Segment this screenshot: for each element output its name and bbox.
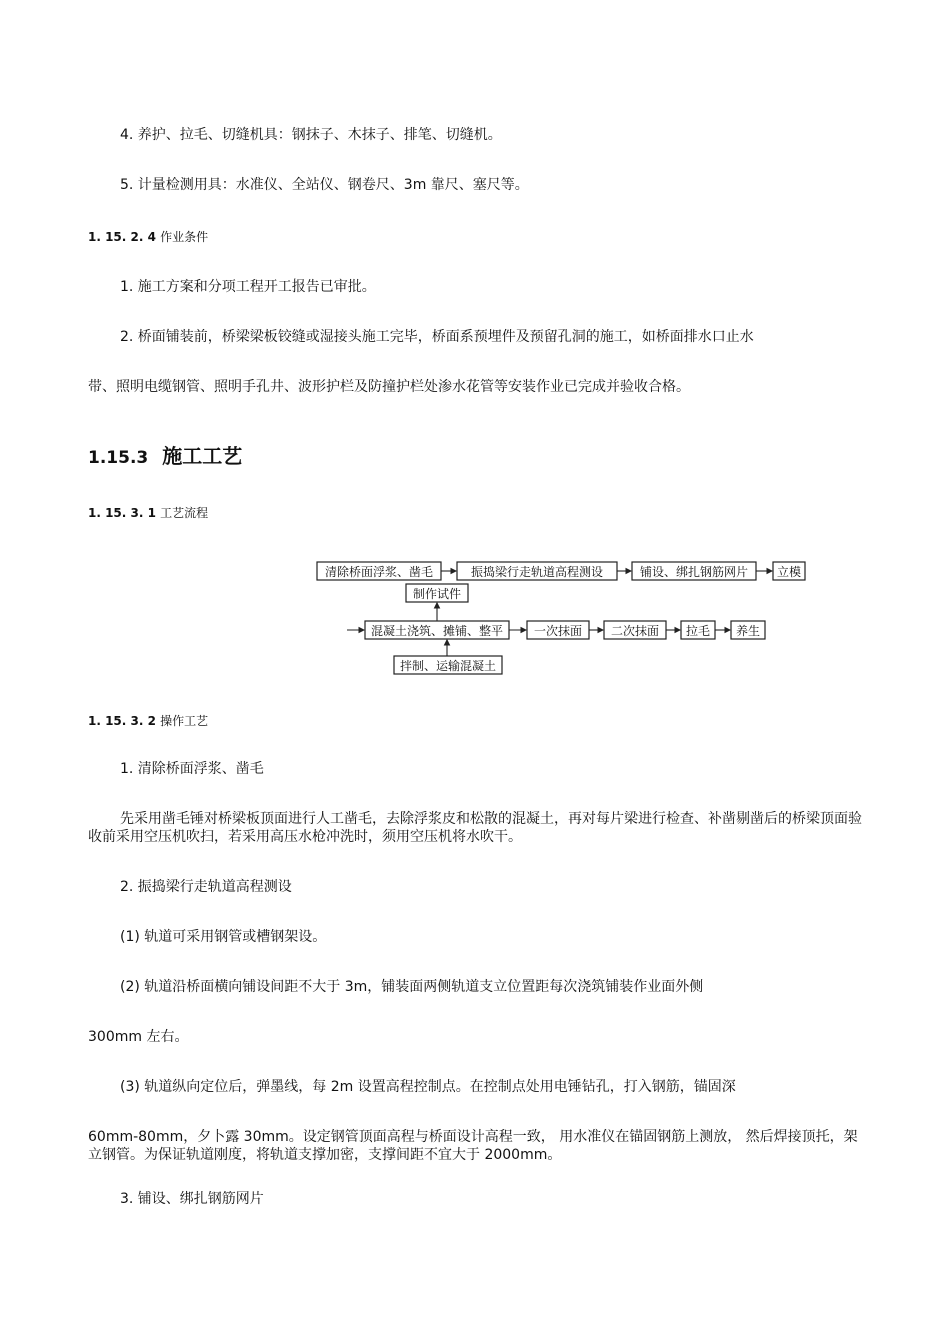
step-2-sub-2-line2: 300mm 左右。 bbox=[88, 1029, 189, 1045]
svg-text:铺设、绑扎钢筋网片: 铺设、绑扎钢筋网片 bbox=[639, 565, 749, 579]
svg-text:混凝土浇筑、摊铺、整平: 混凝土浇筑、摊铺、整平 bbox=[370, 624, 504, 638]
section-title: 作业条件 bbox=[160, 230, 209, 244]
step-2-sub-3-line2: 60mm-80mm，夕卜露 30mm。设定钢管顶面高程与桥面设计高程一致， 用水准仪在锚固钢筋上测放， 然后焊接顶托，架立钢管。为保证轨道刚度，将轨道支撑加密，支撑间距不宜大于 2000mm。 bbox=[88, 1129, 858, 1163]
step-2-sub-2-line1: (2) 轨道沿桥面横向铺设间距不大于 3m，铺装面两侧轨道支立位置距每次浇筑铺装作业面外侧 bbox=[120, 979, 704, 995]
list-item-5: 5. 计量检测用具：水准仪、全站仪、钢卷尺、3m 靠尺、塞尺等。 bbox=[120, 177, 529, 193]
section-number: 1. 15. 3. 1 bbox=[88, 506, 156, 520]
flow-box-rebar-mesh bbox=[632, 562, 756, 580]
svg-text:制作试件: 制作试件 bbox=[412, 587, 462, 601]
list-item-4: 4. 养护、拉毛、切缝机具：钢抹子、木抹子、排笔、切缝机。 bbox=[120, 127, 502, 143]
svg-text:拉毛: 拉毛 bbox=[685, 624, 711, 638]
section-title: 操作工艺 bbox=[160, 714, 209, 728]
svg-text:振捣梁行走轨道高程测设: 振捣梁行走轨道高程测设 bbox=[470, 565, 604, 579]
step-1-paragraph: 先采用凿毛锤对桥梁板顶面进行人工凿毛，去除浮浆皮和松散的混凝土，再对每片梁进行检查、补凿剔凿后的桥梁顶面验收前采用空压机吹扫，若采用高压水枪冲洗时，须用空压机将水吹干。 bbox=[88, 811, 862, 845]
condition-2-line2: 带、照明电缆钢管、照明手孔井、波形护栏及防撞护栏处渗水花管等安装作业已完成并验收合格。 bbox=[88, 379, 690, 395]
flow-box-track-survey bbox=[457, 562, 617, 580]
section-number: 1. 15. 3. 2 bbox=[88, 714, 156, 728]
step-3-heading: 3. 铺设、绑扎钢筋网片 bbox=[120, 1191, 264, 1207]
flow-box-curing bbox=[731, 621, 765, 639]
svg-text:二次抹面: 二次抹面 bbox=[610, 624, 660, 638]
section-number: 1.15.3 bbox=[88, 448, 149, 468]
flow-box-clean-surface bbox=[317, 562, 441, 580]
svg-text:立模: 立模 bbox=[776, 565, 802, 579]
svg-text:养生: 养生 bbox=[735, 624, 761, 638]
flow-box-test-specimen bbox=[406, 584, 468, 602]
flow-box-texturing bbox=[681, 621, 715, 639]
section-number: 1. 15. 2. 4 bbox=[88, 230, 156, 244]
section-title: 工艺流程 bbox=[160, 506, 209, 520]
condition-2-line1: 2. 桥面铺装前，桥梁梁板铰缝或湿接头施工完毕，桥面系预埋件及预留孔洞的施工，如桥面排水口止水 bbox=[120, 329, 754, 345]
svg-text:拌制、运输混凝土: 拌制、运输混凝土 bbox=[399, 659, 497, 673]
step-2-sub-1: (1) 轨道可采用钢管或槽钢架设。 bbox=[120, 929, 327, 945]
svg-text:一次抹面: 一次抹面 bbox=[533, 624, 583, 638]
step-1-heading: 1. 清除桥面浮浆、凿毛 bbox=[120, 761, 264, 777]
step-2-heading: 2. 振捣梁行走轨道高程测设 bbox=[120, 879, 292, 895]
step-2-sub-3-line1: (3) 轨道纵向定位后，弹墨线，每 2m 设置高程控制点。在控制点处用电锤钻孔，打入钢筋，锚固深 bbox=[120, 1079, 736, 1095]
flow-box-first-trowel bbox=[527, 621, 589, 639]
section-heading-1-15-3-2 bbox=[88, 712, 208, 730]
flow-box-concrete-pour bbox=[365, 621, 509, 639]
svg-text:清除桥面浮浆、凿毛: 清除桥面浮浆、凿毛 bbox=[324, 565, 434, 579]
flow-box-second-trowel bbox=[604, 621, 666, 639]
section-title: 施工工艺 bbox=[162, 444, 243, 468]
condition-1: 1. 施工方案和分项工程开工报告已审批。 bbox=[120, 279, 376, 295]
flow-box-mix-transport bbox=[394, 656, 502, 674]
flow-box-formwork bbox=[773, 562, 805, 580]
